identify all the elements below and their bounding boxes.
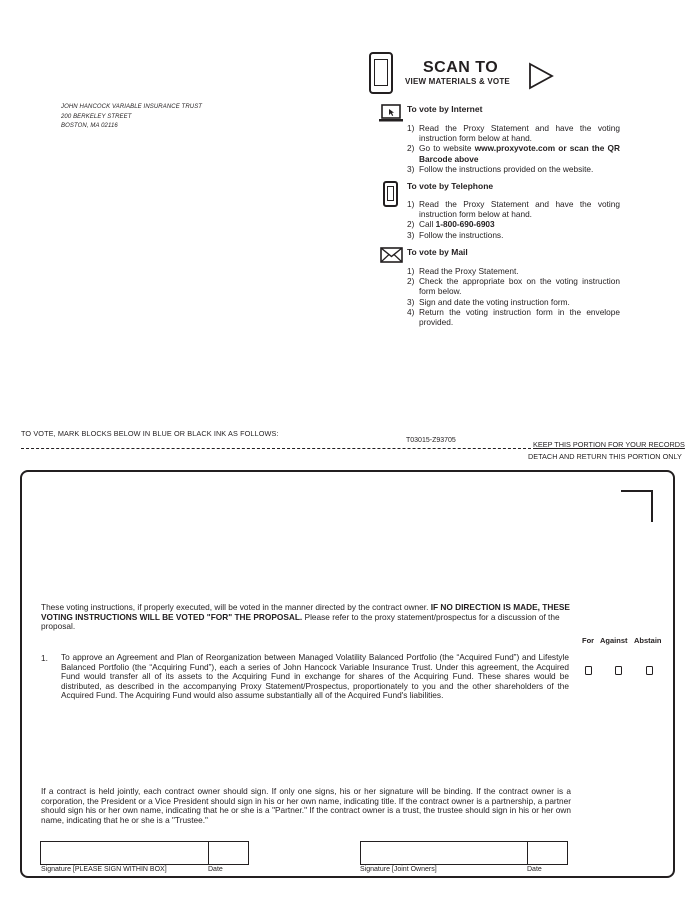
step-text-plain: Go to website	[419, 143, 475, 154]
step-text-plain: Call	[419, 219, 436, 230]
telephone-steps	[407, 199, 620, 240]
vote-abstain-checkbox[interactable]	[646, 666, 653, 675]
play-arrow-icon	[528, 62, 554, 90]
step-number: 3)	[407, 229, 415, 240]
signature-box[interactable]	[40, 841, 249, 865]
step-text: Sign and date the voting instruction form.	[419, 296, 570, 307]
intro-bold-text: IF NO DIRECTION IS MADE, THESE VOTING INSTRUCTIONS WILL BE VOTED "FOR" THE PROPOSAL.	[41, 602, 570, 622]
return-address-line: 200 BERKELEY STREET	[61, 113, 132, 120]
step-text	[419, 143, 620, 163]
intro-text: Please refer to the proxy statement/prospectus for a discussion of the proposal.	[41, 611, 560, 632]
step-text: Read the Proxy Statement and have the voting instruction form below at hand.	[419, 123, 620, 144]
step-number: 4)	[407, 306, 415, 317]
voting-intro	[41, 603, 571, 632]
scan-title: SCAN TO	[423, 59, 499, 76]
proposal-number: 1.	[41, 653, 48, 663]
joint-date-label: Date	[527, 866, 542, 873]
step-text: Follow the instructions provided on the website.	[419, 163, 594, 174]
column-against: Against	[600, 636, 628, 645]
column-for: For	[582, 636, 595, 645]
envelope-icon	[380, 247, 403, 263]
return-address	[61, 103, 202, 132]
list-item	[407, 219, 620, 229]
mail-heading: To vote by Mail	[407, 247, 468, 257]
laptop-icon	[379, 103, 403, 123]
column-abstain: Abstain	[634, 636, 662, 645]
step-text: Follow the instructions.	[419, 229, 504, 240]
list-item	[407, 164, 620, 174]
detach-portion-note: DETACH AND RETURN THIS PORTION ONLY	[528, 452, 682, 461]
list-item	[407, 297, 620, 307]
step-text	[419, 219, 620, 229]
date-divider	[208, 841, 209, 865]
joint-ownership-instructions: If a contract is held jointly, each contract owner should sign. If only one signs, his or her signature will be binding. If the contract owner is a corporation, the President or a Vice President should sign in his or her own name, indicating title. If the contract owner is a partnership, a partner should sign his or her own name, indicating that he or she is a "Partner." If the contract owner is a trust, the trustee should sign in his or her own name, indicating that he or she is a "Trustee."	[41, 786, 571, 825]
return-address-line: BOSTON, MA 02116	[61, 123, 118, 129]
internet-heading: To vote by Internet	[407, 104, 483, 114]
joint-signature-box[interactable]	[360, 841, 568, 865]
control-number: T03015-Z93705	[406, 437, 456, 444]
phone-number: 1-800-690-6903	[435, 219, 495, 230]
keep-portion-note: KEEP THIS PORTION FOR YOUR RECORDS	[533, 440, 685, 449]
step-number: 2)	[407, 143, 415, 154]
step-text: Return the voting instruction form in the envelope provided.	[419, 306, 620, 328]
smartphone-icon	[369, 52, 393, 94]
step-text: Read the Proxy Statement.	[419, 266, 519, 276]
internet-steps	[407, 123, 620, 174]
phone-icon	[383, 181, 398, 207]
detach-line	[21, 448, 531, 449]
step-number: 1)	[407, 266, 415, 276]
telephone-heading: To vote by Telephone	[407, 181, 494, 191]
list-item	[407, 143, 620, 163]
list-item	[407, 123, 620, 143]
joint-signature-label: Signature [Joint Owners]	[360, 866, 437, 873]
list-item	[407, 230, 620, 240]
vote-for-checkbox[interactable]	[585, 666, 592, 675]
step-number: 3)	[407, 296, 415, 307]
signature-label: Signature [PLEASE SIGN WITHIN BOX]	[41, 866, 167, 873]
step-number: 2)	[407, 276, 415, 287]
vote-against-checkbox[interactable]	[615, 666, 622, 675]
corner-mark	[621, 490, 653, 522]
date-divider	[527, 841, 528, 865]
list-item	[407, 276, 620, 296]
step-text: Read the Proxy Statement and have the voting instruction form below at hand.	[419, 199, 620, 220]
step-number: 3)	[407, 163, 415, 174]
mark-instructions: TO VOTE, MARK BLOCKS BELOW IN BLUE OR BLACK INK AS FOLLOWS:	[21, 429, 279, 438]
list-item	[407, 199, 620, 219]
list-item	[407, 266, 620, 276]
step-number: 1)	[407, 123, 415, 133]
step-number: 2)	[407, 219, 415, 230]
intro-text: These voting instructions, if properly executed, will be voted in the manner directed by the contract owner.	[41, 602, 431, 612]
date-label: Date	[208, 866, 223, 873]
proxyvote-website: www.proxyvote.com or scan the QR Barcode above	[419, 143, 620, 164]
scan-subtitle: VIEW MATERIALS & VOTE	[405, 77, 510, 86]
proposal-text: To approve an Agreement and Plan of Reorganization between Managed Volatility Balanced Portfolio (the “Acquired Fund”) and Lifestyle Balanced Portfolio (the “Acquiring Fund”), each a series of John Hancock Variable Insurance Trust. Under this agreement, the Acquired Fund would transfer all of its assets to the Acquiring Fund in exchange for shares of the Acquiring Fund. These shares would be distributed, as described in the accompanying Proxy Statement/Prospectus, proportionately to you and the other shareholders of the Acquired Fund. The Acquiring Fund would also assume substantially all of the Acquired Fund's liabilities.	[61, 652, 569, 701]
return-address-line: JOHN HANCOCK VARIABLE INSURANCE TRUST	[61, 104, 203, 110]
step-number: 1)	[407, 199, 415, 209]
step-text: Check the appropriate box on the voting instruction form below.	[419, 276, 620, 297]
list-item	[407, 307, 620, 327]
mail-steps	[407, 266, 620, 327]
